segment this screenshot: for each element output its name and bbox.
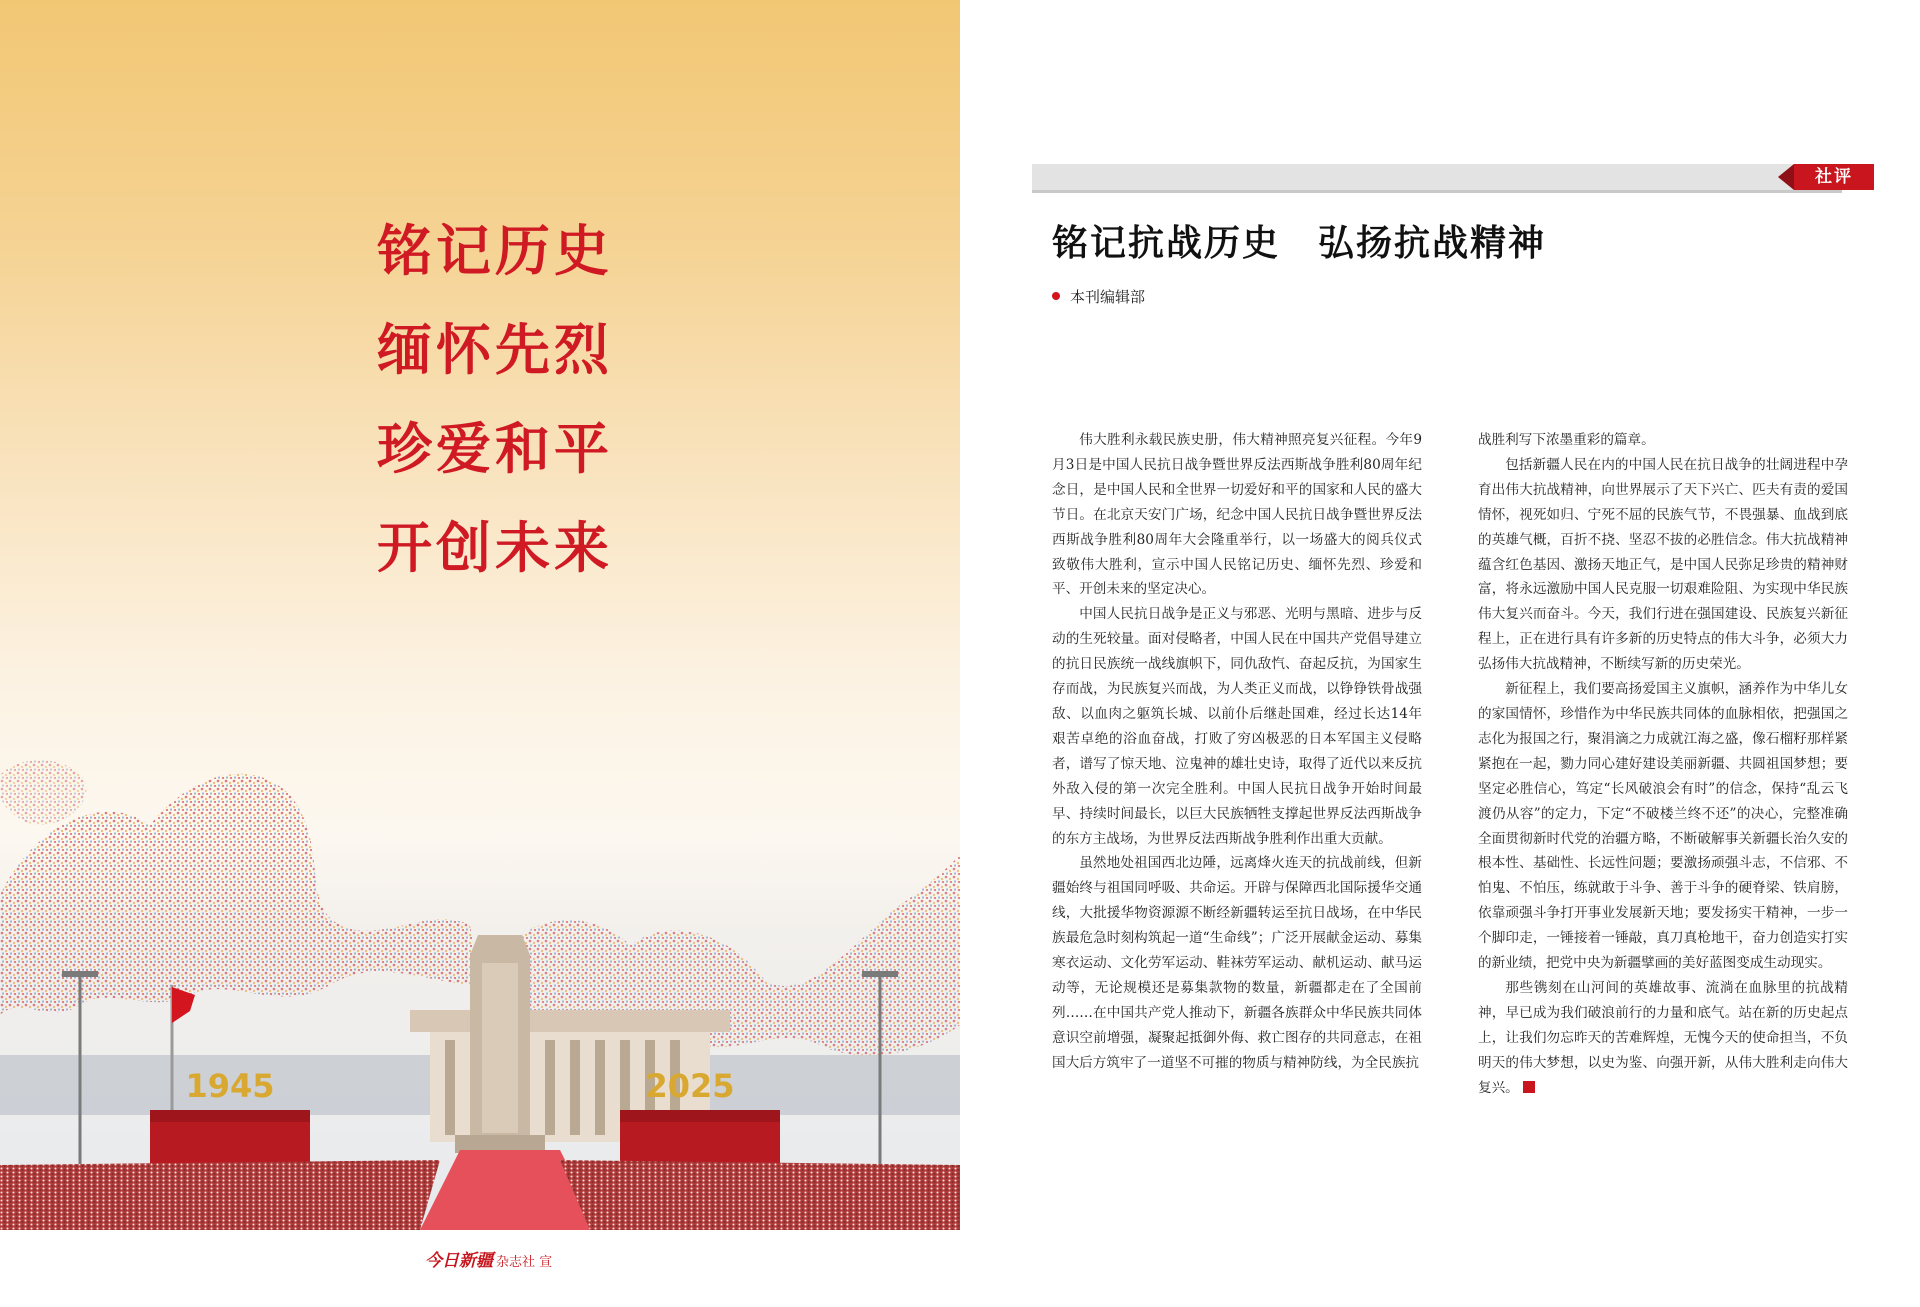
header-band-shadow: [1032, 190, 1842, 193]
end-mark-icon: [1523, 1081, 1535, 1093]
slogan-line: 铭记历史: [377, 219, 614, 283]
header-band: [1032, 164, 1842, 190]
byline-author: 本刊编辑部: [1070, 288, 1146, 306]
article-paragraph: 中国人民抗日战争是正义与邪恶、光明与黑暗、进步与反动的生死较量。面对侵略者，中国人民在中国共产党倡导建立的抗日民族统一战线旗帜下，同仇敌忾、奋起反抗，为国家生存而战，为民族复兴而战，为人类正义而战，以铮铮铁骨战强敌、以血肉之躯筑长城、以前仆后继赴国难，经过长达14年艰苦卓绝的浴血奋战，打败了穷凶极恶的日本军国主义侵略者，谱写了惊天地、泣鬼神的雄壮史诗，取得了近代以来反抗外敌入侵的第一次完全胜利。中国人民抗日战争开始时间最早、持续时间最长，以巨大民族牺牲支撑起世界反法西斯战争的东方主战场，为世界反法西斯战争胜利作出重大贡献。: [1052, 606, 1422, 847]
article-paragraph: 战胜利写下浓墨重彩的篇章。: [1478, 432, 1655, 448]
article-paragraph: 虽然地处祖国西北边陲，远离烽火连天的抗战前线，但新疆始终与祖国同呼吸、共命运。开辟与保障西北国际援华交通线，大批援华物资源源不断经新疆转运至抗日战场，在中华民族最危急时刻构筑起一道“生命线”；广泛开展献金运动、募集寒衣运动、文化劳军运动、鞋袜劳军运动、献机运动、献马运动等，无论规模还是募集款物的数量，新疆都走在了全国前列……在中国共产党人推动下，新疆各族群众中华民族共同体意识空前增强，凝聚起抵御外侮、救亡图存的共同意志，在祖国大后方筑牢了一道坚不可摧的物质与精神防线，为全民族抗: [1052, 855, 1422, 1071]
article-paragraph-final: [1478, 976, 1848, 1101]
slogan-line: 珍爱和平: [377, 417, 614, 481]
article-paragraph-text: 那些镌刻在山河间的英雄故事、流淌在血脉里的抗战精神，早已成为我们破浪前行的力量和底气。站在新的历史起点上，让我们勿忘昨天的苦难辉煌，无愧今天的使命担当，不负明天的伟大梦想，以史为鉴、向强开新，从伟大胜利走向伟大复兴。: [1478, 979, 1848, 1096]
byline-bullet-icon: [1052, 292, 1060, 300]
banner-year: 1945: [185, 1067, 275, 1105]
tiananmen-square-photo: [0, 755, 960, 1230]
crowd-right: [560, 1160, 960, 1230]
article-paragraph: 包括新疆人民在内的中国人民在抗日战争的壮阔进程中孕育出伟大抗战精神，向世界展示了天下兴亡、匹夫有责的爱国情怀，视死如归、宁死不屈的民族气节，不畏强暴、血战到底的英雄气概，百折不挠、坚忍不拔的必胜信念。伟大抗战精神蕴含红色基因、激扬天地正气，是中国人民弥足珍贵的精神财富，将永远激励中国人民克服一切艰难险阻、为实现中华民族伟大复兴而奋斗。今天，我们行进在强国建设、民族复兴新征程上，正在进行具有许多新的历史特点的伟大斗争，必须大力弘扬伟大抗战精神，不断续写新的历史荣光。: [1478, 456, 1848, 673]
banner-year: 2025: [645, 1067, 735, 1105]
publisher-brand: 今日新疆: [425, 1251, 493, 1271]
column-tag-fold: [1778, 164, 1794, 190]
slogan-block: [377, 219, 614, 618]
slogan-line: 开创未来: [377, 516, 614, 580]
right-page-article: [960, 0, 1920, 1307]
column-tag: 社评: [1794, 164, 1874, 190]
crowd-left: [0, 1160, 440, 1230]
slogan-line: 缅怀先烈: [377, 318, 614, 382]
article-column-right: [1478, 428, 1848, 1100]
article-paragraph: 新征程上，我们要高扬爱国主义旗帜，涵养作为中华儿女的家国情怀，珍惜作为中华民族共同体的血脉相依，把强国之志化为报国之行，聚涓滴之力成就江海之盛，像石榴籽那样紧紧抱在一起，勠力同心建好建设美丽新疆、共圆祖国梦想；要坚定必胜信心，笃定“长风破浪会有时”的信念，保持“乱云飞渡仍从容”的定力，下定“不破楼兰终不还”的决心，完整准确全面贯彻新时代党的治疆方略，不断破解事关新疆长治久安的根本性、基础性、长远性问题；要激扬顽强斗志，不信邪、不怕鬼、不怕压，练就敢于斗争、善于斗争的硬脊梁、铁肩膀，依靠顽强斗争打开事业发展新天地；要发扬实干精神，一步一个脚印走，一锤接着一锤敲，真刀真枪地干，奋力创造实打实的新业绩，把党中央为新疆擘画的美好蓝图变成生动现实。: [1478, 681, 1848, 972]
publisher-suffix: 杂志社 宣: [496, 1255, 553, 1270]
publisher-credit: [425, 1246, 552, 1271]
article-title: 铭记抗战历史 弘扬抗战精神: [1052, 223, 1547, 264]
byline: [1052, 286, 1145, 307]
article-column-left: [1052, 428, 1422, 1076]
article-paragraph: 伟大胜利永载民族史册，伟大精神照亮复兴征程。今年9月3日是中国人民抗日战争暨世界反法西斯战争胜利80周年纪念日，是中国人民和全世界一切爱好和平的国家和人民的盛大节日。在北京天安门广场，纪念中国人民抗日战争暨世界反法西斯战争胜利80周年大会隆重举行，以一场盛大的阅兵仪式致敬伟大胜利，宣示中国人民铭记历史、缅怀先烈、珍爱和平、开创未来的坚定决心。: [1052, 432, 1422, 598]
